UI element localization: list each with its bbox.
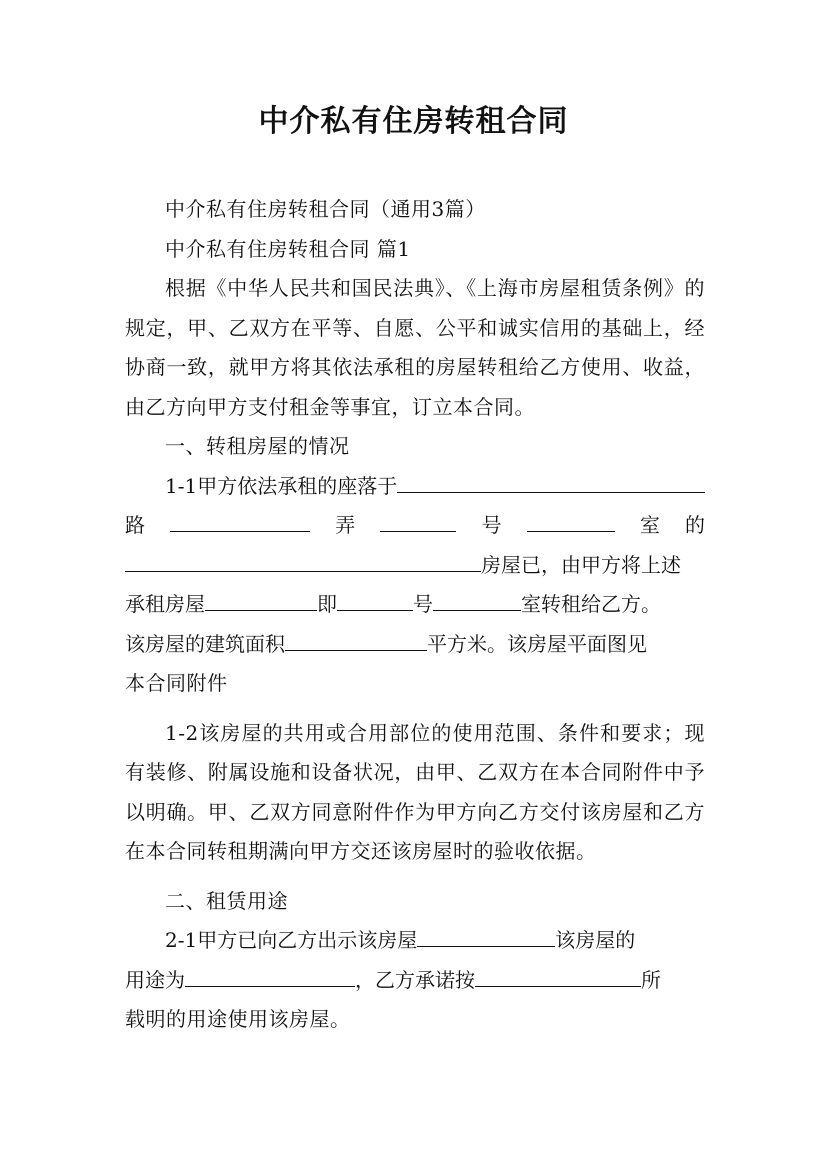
intro-line: 中介私有住房转租合同（通用3篇） <box>165 197 486 221</box>
preamble-paragraph: 根据《中华人民共和国民法典》、《上海市房屋租赁条例》的规定，甲、乙双方在平等、自愿、公平和诚实信用的基础上，经协商一致，就甲方将其依法承租的房屋转租给乙方使用、收益，由乙方向甲方支付租金等事宜，订立本合同。 <box>125 276 705 419</box>
address-blank <box>397 470 705 493</box>
number-blank <box>527 509 615 532</box>
clause-1-1-text-e: 号 <box>413 592 433 616</box>
clause-2-1-text-a: 2-1甲方已向乙方出示该房屋 <box>165 928 418 952</box>
section-2-heading: 二、租赁用途 <box>165 888 288 913</box>
sublet-house-blank <box>205 588 317 611</box>
clause-2-1-line-1 <box>125 921 705 961</box>
part-heading: 中介私有住房转租合同 篇1 <box>165 236 411 261</box>
road-blank <box>170 509 310 532</box>
lane-label: 弄 <box>335 513 356 537</box>
lane-blank <box>380 509 456 532</box>
clause-1-1-line-4 <box>125 585 705 625</box>
of-label: 的 <box>684 513 705 537</box>
road-label: 路 <box>125 513 145 537</box>
clause-2-1-line-3: 载明的用途使用该房屋。 <box>125 1007 351 1031</box>
clause-1-1-text-c: 承租房屋 <box>125 592 205 616</box>
area-blank <box>285 628 427 651</box>
clause-1-1-line-6: 本合同附件 <box>125 671 228 695</box>
clause-2-1-text-d: ，乙方承诺按 <box>355 967 475 992</box>
clause-1-1-text-a: 1-1甲方依法承租的座落于 <box>165 473 398 498</box>
sublet-number-blank <box>337 588 413 611</box>
room-label: 室 <box>639 513 660 537</box>
clause-1-1-text-h: 平方米。该房屋平面图见 <box>427 631 647 656</box>
number-label: 号 <box>481 513 502 537</box>
clause-1-1-line-2 <box>125 506 705 546</box>
clause-2-1-text-c: 用途为 <box>125 967 185 992</box>
clause-2-1-text-e: 所 <box>641 967 661 992</box>
certificate-blank <box>417 924 555 947</box>
clause-1-2-paragraph: 1-2该房屋的共用或合用部位的使用范围、条件和要求；现有装修、附属设施和设备状况，由甲、乙双方在本合同附件中予以明确。甲、乙双方同意附件作为甲方向乙方交付该房屋和乙方在本合同转租期满向甲方交还该房屋时的验收依据。 <box>125 720 705 863</box>
clause-1-1-text-f: 室转租给乙方。 <box>521 592 661 616</box>
clause-2-1-line-2 <box>125 961 705 1001</box>
clause-1-1-line-5 <box>125 625 705 665</box>
clause-1-1-line-1 <box>125 467 705 507</box>
house-blank <box>125 549 481 572</box>
sublet-room-blank <box>433 588 521 611</box>
document-title: 中介私有住房转租合同 <box>258 104 569 139</box>
according-blank <box>475 964 641 987</box>
clause-1-1-line-3 <box>125 546 705 586</box>
document-body <box>125 190 705 1040</box>
clause-2-1-text-b: 该房屋的 <box>555 928 636 952</box>
clause-1-1-text-g: 该房屋的建筑面积 <box>125 631 285 656</box>
clause-1-1-text-d: 即 <box>317 592 337 616</box>
use-blank <box>185 964 355 987</box>
section-1-heading: 一、转租房屋的情况 <box>165 434 350 458</box>
clause-1-1-text-b: 房屋已，由甲方将上述 <box>481 552 681 577</box>
